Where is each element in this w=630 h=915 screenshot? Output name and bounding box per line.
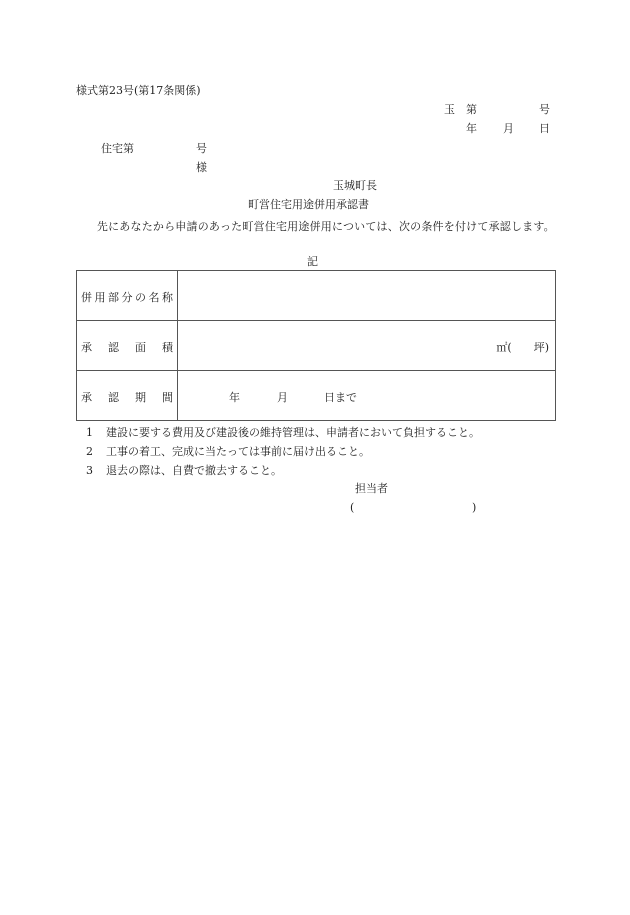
label-char: 承 (81, 341, 92, 354)
body-text: 先にあなたから申請のあった町営住宅用途併用については、次の条件を付けて承認します。 (96, 220, 555, 233)
label-char: 積 (162, 341, 173, 354)
date-day: 日 (539, 122, 550, 135)
condition-number: 2 (86, 445, 93, 458)
staff-paren-close: ) (472, 501, 477, 514)
period-month: 月 (277, 391, 288, 404)
label-char: 分 (121, 291, 133, 304)
row-label (81, 389, 173, 405)
label-char: 期 (135, 391, 146, 404)
approval-table (76, 270, 556, 421)
label-char: 認 (108, 391, 119, 404)
staff-paren-open: ( (350, 501, 355, 514)
period-year: 年 (229, 391, 240, 404)
condition-number: 1 (86, 426, 93, 439)
document-title: 町営住宅用途併用承認書 (248, 198, 369, 211)
condition-item (86, 426, 480, 440)
label-char: 部 (108, 291, 119, 304)
label-char: の (135, 291, 146, 304)
table-row-approved-period (77, 371, 555, 420)
reference-dai: 第 (466, 103, 477, 116)
label-char: 用 (94, 291, 106, 304)
reference-go: 号 (539, 103, 550, 116)
row-label (81, 339, 173, 355)
condition-item (86, 464, 282, 478)
label-char: 併 (81, 291, 92, 304)
issuer: 玉城町長 (333, 179, 377, 192)
ki-marker: 記 (307, 255, 318, 268)
condition-text: 建設に要する費用及び建設後の維持管理は、申請者において負担すること。 (106, 426, 480, 439)
staff-label: 担当者 (355, 482, 388, 495)
label-char: 称 (162, 291, 173, 304)
form-number: 様式第23号(第17条関係) (76, 84, 201, 97)
label-char: 承 (81, 391, 92, 404)
table-row-shared-part-name (77, 271, 555, 321)
date-year: 年 (466, 122, 477, 135)
date-month: 月 (503, 122, 514, 135)
condition-number: 3 (86, 464, 93, 477)
housing-number-go: 号 (196, 142, 207, 155)
label-char: 認 (108, 341, 119, 354)
table-row-approved-area (77, 321, 555, 371)
recipient-suffix: 様 (196, 161, 207, 174)
label-char: 名 (148, 291, 160, 304)
reference-prefix: 玉 (444, 103, 455, 116)
area-unit: ㎡( 坪) (496, 341, 549, 354)
label-char: 面 (135, 341, 146, 354)
period-until: 日まで (324, 391, 357, 404)
housing-number-label: 住宅第 (101, 142, 134, 155)
condition-item (86, 445, 370, 459)
label-char: 間 (162, 391, 173, 404)
condition-text: 退去の際は、自費で撤去すること。 (106, 464, 282, 477)
row-label (81, 289, 173, 305)
condition-text: 工事の着工、完成に当たっては事前に届け出ること。 (106, 445, 370, 458)
